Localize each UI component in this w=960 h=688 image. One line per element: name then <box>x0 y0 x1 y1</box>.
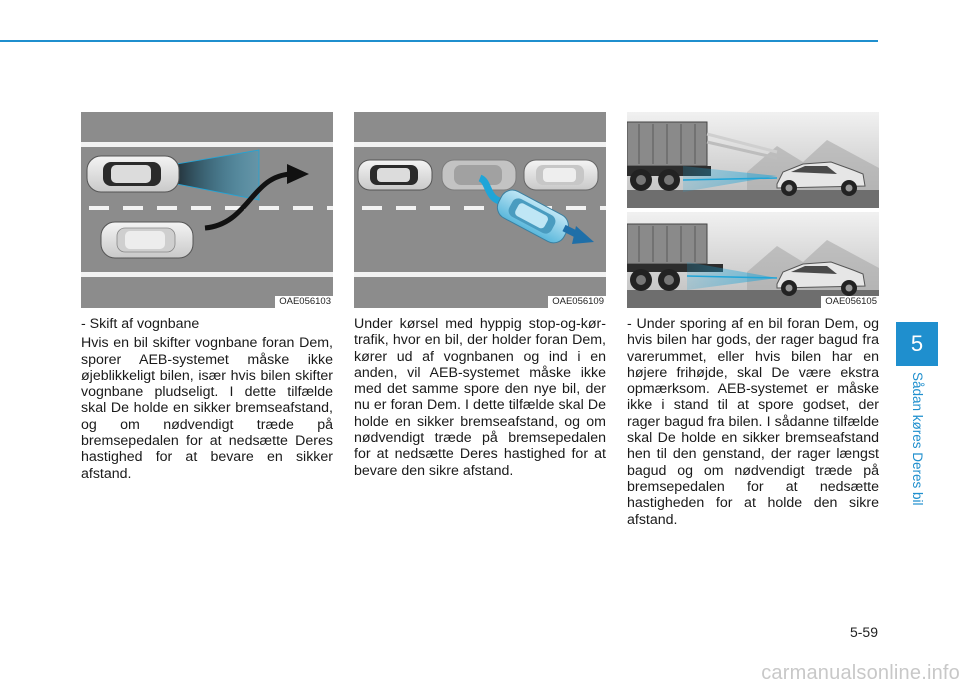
paragraph: Hvis en bil skifter vognbane foran Dem, sporer AEB-systemet måske ikke øjeblikkeligt bilen, især hvis bilen skifter vognbane pludseligt. I dette tilfælde skal De holde en sikker bremseafstand, og om nødvendigt træde på bremsepedalen for at nedsætte Deres hastighed for at bevare en sikker afstand. <box>81 335 333 482</box>
figure-code: OAE056105 <box>821 296 879 308</box>
figure-stop-and-go <box>354 112 606 308</box>
chapter-number-tab: 5 <box>896 322 938 366</box>
header-rule <box>0 40 878 42</box>
chapter-title: Sådan køres Deres bil <box>910 372 925 506</box>
watermark: carmanualsonline.info <box>761 662 960 684</box>
paragraph: Under kørsel med hyppig stop-og-kør-trafik, hvor en bil, der holder foran Dem, kører ud af vognbanen og ind i en anden, vil AEB-systemet måske ikke med det samme spore den nye bil, der nu er foran Dem. I dette tilfælde skal De holde en sikker bremseafstand, og om nødvendigt træde på bremsepedalen for at nedsætte Deres hastighed for at bevare den sikre afstand. <box>354 316 606 479</box>
column-stop-and-go <box>354 316 606 482</box>
figure-lane-change <box>81 112 333 308</box>
page-number: 5-59 <box>849 624 878 640</box>
figure-code: OAE056103 <box>275 296 333 308</box>
column-overhanging-load <box>627 316 879 531</box>
figure-overhanging-load <box>627 112 879 308</box>
figure-code: OAE056109 <box>548 296 606 308</box>
section-heading: - Skift af vognbane <box>81 316 200 332</box>
column-lane-change <box>81 316 333 485</box>
paragraph: - Under sporing af en bil foran Dem, og hvis bilen har gods, der rager bagud fra varerummet, eller hvis bilen har en højere frihøjde, skal De være ekstra opmærksom. AEB-systemet er måske ikke i stand til at spore godset, der rager bagud fra bilen. I sådanne tilfælde skal De holde en sikker bremseafstand hen til den genstand, der rager længst bagud og om nødvendigt træde på bremsepedalen for at nedsætte hastigheden for at holde den sikre afstand. <box>627 316 879 528</box>
